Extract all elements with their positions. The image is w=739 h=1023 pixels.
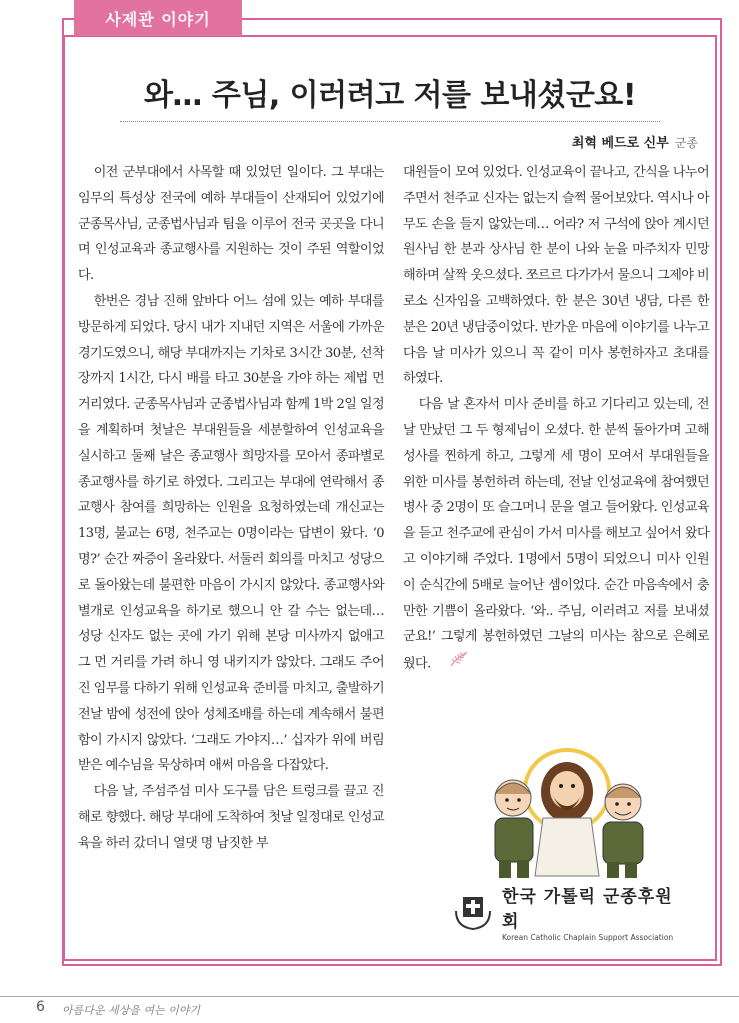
paragraph: 대원들이 모여 있었다. 인성교육이 끝나고, 간식을 나누어주면서 천주교 신자는 없는지 슬쩍 물어보았다. 역시나 아무도 손을 들지 않았는데… 어라? 저 구석에 앉아 계시던 원사님 한 분과 상사님 한 분이 나와 눈을 마주치자 민망해하며 살짝 웃으셨다. 쪼르르 다가가서 물으니 그제야 비로소 신자임을 고백하였다. 한 분은 30년 냉담, 다른 한 분은 20년 냉담중이었다. 반가운 마음에 이야기를 나누고 다음 날 미사가 있으니 꼭 같이 미사 봉헌하자고 초대를 하였다. — [403, 165, 709, 387]
organization-logo — [452, 887, 682, 942]
article-title: 와… 주님, 이러려고 저를 보내셨군요! — [143, 78, 637, 113]
paragraph-text: 다음 날 혼자서 미사 준비를 하고 기다리고 있는데, 전날 만났던 그 두 형제님이 오셨다. 한 분씩 돌아가며 고해성사를 찐하게 하고, 그렇게 세 명이 모여서 부대원들을 위한 미사를 봉헌하려 하는데, 전날 인성교육에 참여했던 병사 중 2명이 또 슬그머니 문을 열고 들어왔다. 인성교육을 듣고 천주교에 관심이 가서 미사를 해보고 싶어서 왔다고 이야기해 주었다. 1명에서 5명이 되었으니 미사 인원이 순식간에 5배로 늘어난 셈이었다. 순간 마음속에서 충만한 기쁨이 올라왔다. ‘와.. 주님, 이러려고 저를 보내셨군요!’ 그렇게 봉헌하였던 그날의 미사는 참으로 은혜로웠다. — [403, 397, 709, 672]
paragraph: 이전 군부대에서 사목할 때 있었던 일이다. 그 부대는 임무의 특성상 전국에 예하 부대들이 산재되어 있었기에 군종목사님, 군종법사님과 팀을 이루어 전국 곳곳을 다니며 인성교육과 종교행사를 지원하는 것이 주된 역할이었다. — [78, 165, 384, 284]
section-tab: 사제관 이야기 — [74, 0, 242, 36]
paragraph — [403, 392, 709, 678]
footer-divider — [0, 996, 739, 997]
right-column — [403, 160, 709, 678]
author-affiliation: 군종 — [674, 136, 698, 150]
page-number: 6 — [36, 999, 45, 1015]
paragraph: 다음 날, 주섬주섬 미사 도구를 담은 트렁크를 끌고 진해로 향했다. 해당 부대에 도착하여 첫날 일정대로 인성교육을 하러 갔더니 열댓 명 남짓한 부 — [78, 784, 384, 851]
left-column — [78, 160, 384, 857]
title-divider — [120, 121, 660, 122]
byline — [572, 132, 698, 151]
cross-hands-logo-icon — [452, 889, 494, 935]
organization-name-en: Korean Catholic Chaplain Support Association — [502, 933, 674, 942]
leaf-icon — [434, 650, 470, 678]
publication-title: 아름다운 세상을 여는 이야기 — [62, 1004, 201, 1017]
author-name: 최혁 베드로 신부 — [571, 136, 669, 151]
organization-name: 한국 가톨릭 군종후원회 — [502, 887, 673, 932]
paragraph: 한번은 경남 진해 앞바다 어느 섬에 있는 예하 부대를 방문하게 되었다. 당시 내가 지내던 지역은 서울에 가까운 경기도였으니, 해당 부대까지는 기차로 3시간 30분, 선착장까지 1시간, 다시 배를 타고 30분을 가야 하는 제법 먼 거리였다. 군종목사님과 군종법사님과 함께 1박 2일 일정을 계획하며 첫날은 부대원들을 세분할하여 인성교육을 실시하고 둘째 날은 종교행사 희망자를 모아서 종파별로 종교행사를 하기로 하였다. 그리고는 부대에 연락해서 종교행사 참여를 희망하는 인원을 요청하였는데 개신교는 13명, 불교는 6명, 천주교는 0명이라는 답변이 왔다. ‘0명?’ 순간 짜증이 올라왔다. 서둘러 회의를 마치고 성당으로 돌아왔는데 불편한 마음이 가시지 않았다. 종교행사와 별개로 인성교육을 하기로 했으니 안 갈 수는 없는데… 성당 신자도 없는 곳에 가기 위해 본당 미사까지 없애고 그 먼 거리를 가려 하니 영 내키지가 않았다. 그래도 주어진 임무를 다하기 위해 인성교육 준비를 마치고, 출발하기 전날 밤에 성전에 앉아 성체조배를 하는데 계속해서 불편함이 가시지 않았다. ‘그래도 가야지…’ 십자가 위에 버림받은 예수님을 묵상하며 애써 마음을 다잡았다. — [78, 293, 384, 774]
chaplain-soldiers-illustration — [483, 732, 651, 882]
